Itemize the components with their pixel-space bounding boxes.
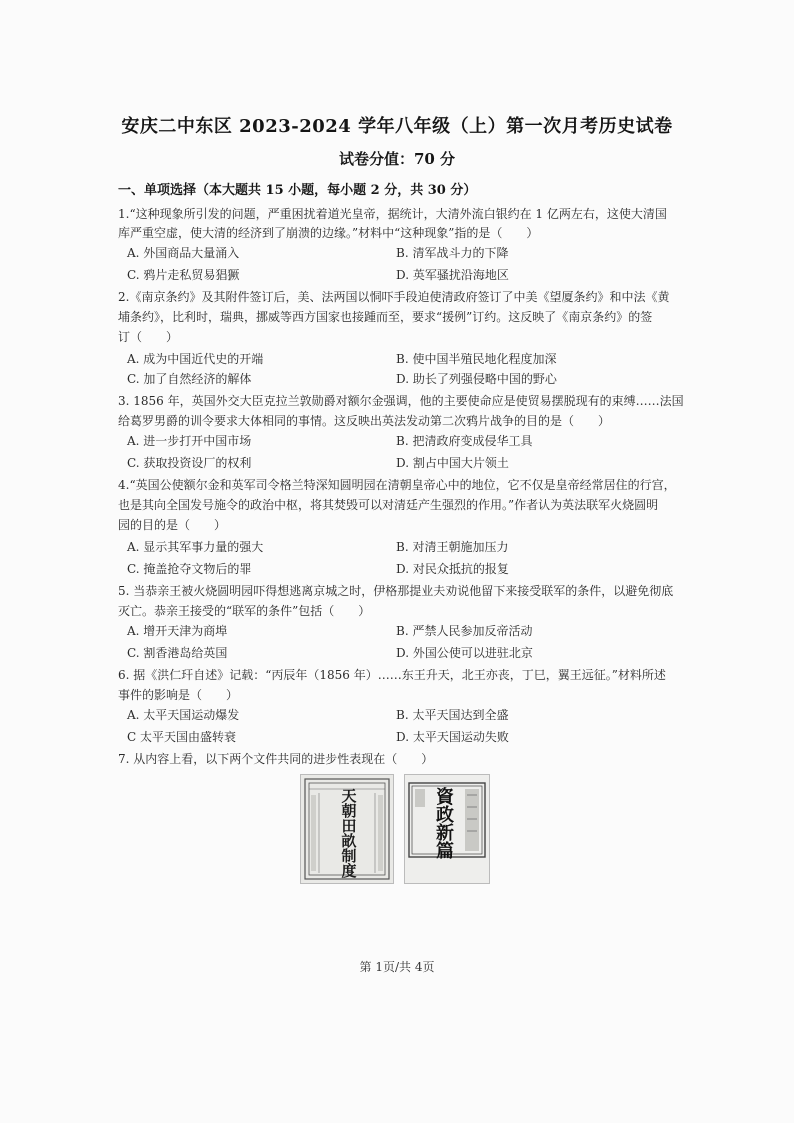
question-1-option-a: A. 外国商品大量涌入 — [127, 246, 240, 260]
page-title: 安庆二中东区 2023-2024 学年八年级（上）第一次月考历史试卷 — [121, 116, 673, 137]
question-5-option-b: B. 严禁人民参加反帝活动 — [396, 624, 533, 638]
question-2-option-b: B. 使中国半殖民地化程度加深 — [396, 352, 557, 366]
tianchao-char: 朝 — [341, 802, 357, 820]
question-2-line-3: 订（ ） — [118, 330, 179, 344]
zizheng-title-chars — [425, 789, 465, 861]
question-6-option-b: B. 太平天国达到全盛 — [396, 708, 509, 722]
page-footer: 第 1页/共 4页 — [359, 960, 435, 974]
question-7-line-1: 7. 从内容上看，以下两个文件共同的进步性表现在（ ） — [118, 752, 434, 766]
question-1-option-c: C. 鸦片走私贸易猖獗 — [127, 268, 240, 282]
tianchao-char: 天 — [341, 787, 357, 805]
question-2-line-1: 2.《南京条约》及其附件签订后，美、法两国以恫吓手段迫使清政府签订了中美《望厦条约》和中法《黄 — [118, 290, 670, 304]
question-5-option-a: A. 增开天津为商埠 — [127, 624, 228, 638]
question-2-option-d: D. 助长了列强侵略中国的野心 — [396, 372, 557, 386]
question-5-line-1: 5. 当恭亲王被火烧圆明园吓得想逃离京城之时，伊格那提业夫劝说他留下来接受联军的条件，以避免彻底 — [118, 584, 674, 598]
question-2-option-a: A. 成为中国近代史的开端 — [127, 352, 264, 366]
question-3-option-a: A. 进一步打开中国市场 — [127, 434, 252, 448]
question-4-line-2: 也是其向全国发号施令的政治中枢，将其焚毁可以对清廷产生强烈的作用。”作者认为英法联军火烧圆明 — [118, 498, 659, 512]
score-line: 试卷分值：70 分 — [338, 150, 456, 168]
question-6-option-d: D. 太平天国运动失败 — [396, 730, 509, 744]
zizheng-char: 新 — [436, 823, 454, 844]
section-heading: 一、单项选择（本大题共 15 小题，每小题 2 分，共 30 分） — [118, 183, 477, 198]
question-5-option-c: C. 割香港岛给英国 — [127, 646, 228, 660]
question-2-line-2: 埔条约》，比利时，瑞典，挪威等西方国家也接踵而至，要求“援例”订约。这反映了《南京条约》的签 — [118, 310, 653, 324]
question-4-option-b: B. 对清王朝施加压力 — [396, 540, 509, 554]
question-1-line-1: 1.“这种现象所引发的问题，严重困扰着道光皇帝，据统计，大清外流白银约在 1 亿两左右，这使大清国 — [118, 207, 667, 221]
question-4-line-3: 园的目的是（ ） — [118, 518, 227, 532]
zizheng-char: 資 — [436, 787, 454, 808]
question-5-line-2: 灭亡。恭亲王接受的“联军的条件”包括（ ） — [118, 604, 371, 618]
question-6-option-c: C 太平天国由盛转衰 — [127, 730, 236, 744]
question-1-option-b: B. 清军战斗力的下降 — [396, 246, 509, 260]
tianchao-char: 畝 — [341, 832, 357, 850]
tianchao-char: 田 — [341, 817, 357, 835]
zizheng-xinpian-image — [404, 774, 490, 884]
question-4-option-a: A. 显示其军事力量的强大 — [127, 540, 264, 554]
question-3-option-b: B. 把清政府变成侵华工具 — [396, 434, 533, 448]
question-1-option-d: D. 英军骚扰沿海地区 — [396, 268, 509, 282]
question-2-option-c: C. 加了自然经济的解体 — [127, 372, 252, 386]
question-3-line-2: 给葛罗男爵的训令要求大体相同的事情。这反映出英法发动第二次鸦片战争的目的是（ ） — [118, 414, 611, 428]
question-4-option-d: D. 对民众抵抗的报复 — [396, 562, 509, 576]
question-6-option-a: A. 太平天国运动爆发 — [127, 708, 240, 722]
question-3-line-1: 3. 1856 年，英国外交大臣克拉兰敦勋爵对额尔金强调，他的主要使命应是使贸易摆脱现有的束缚……法国 — [118, 394, 684, 408]
tianchao-tianmu-zhidu-image — [300, 774, 394, 884]
question-4-option-c: C. 掩盖抢夺文物后的罪 — [127, 562, 252, 576]
tianchao-char: 度 — [341, 862, 357, 880]
tianchao-title-chars — [327, 789, 371, 879]
tianchao-char: 制 — [341, 847, 357, 865]
zizheng-char: 政 — [436, 805, 454, 826]
question-4-line-1: 4.“英国公使额尔金和英军司令格兰特深知圆明园在清朝皇帝心中的地位，它不仅是皇帝经常居住的行宫， — [118, 478, 676, 492]
question-6-line-1: 6. 据《洪仁玕自述》记载：“丙辰年（1856 年）……东王升天，北王亦丧，丁巳，翼王远征。”材料所述 — [118, 668, 666, 682]
question-3-option-d: D. 割占中国大片领土 — [396, 456, 509, 470]
question-1-line-2: 库严重空虚，使大清的经济到了崩溃的边缘。”材料中“这种现象”指的是（ ） — [118, 226, 539, 240]
zizheng-char: 篇 — [436, 841, 454, 862]
question-3-option-c: C. 获取投资设厂的权利 — [127, 456, 252, 470]
question-5-option-d: D. 外国公使可以进驻北京 — [396, 646, 533, 660]
question-6-line-2: 事件的影响是（ ） — [118, 688, 239, 702]
